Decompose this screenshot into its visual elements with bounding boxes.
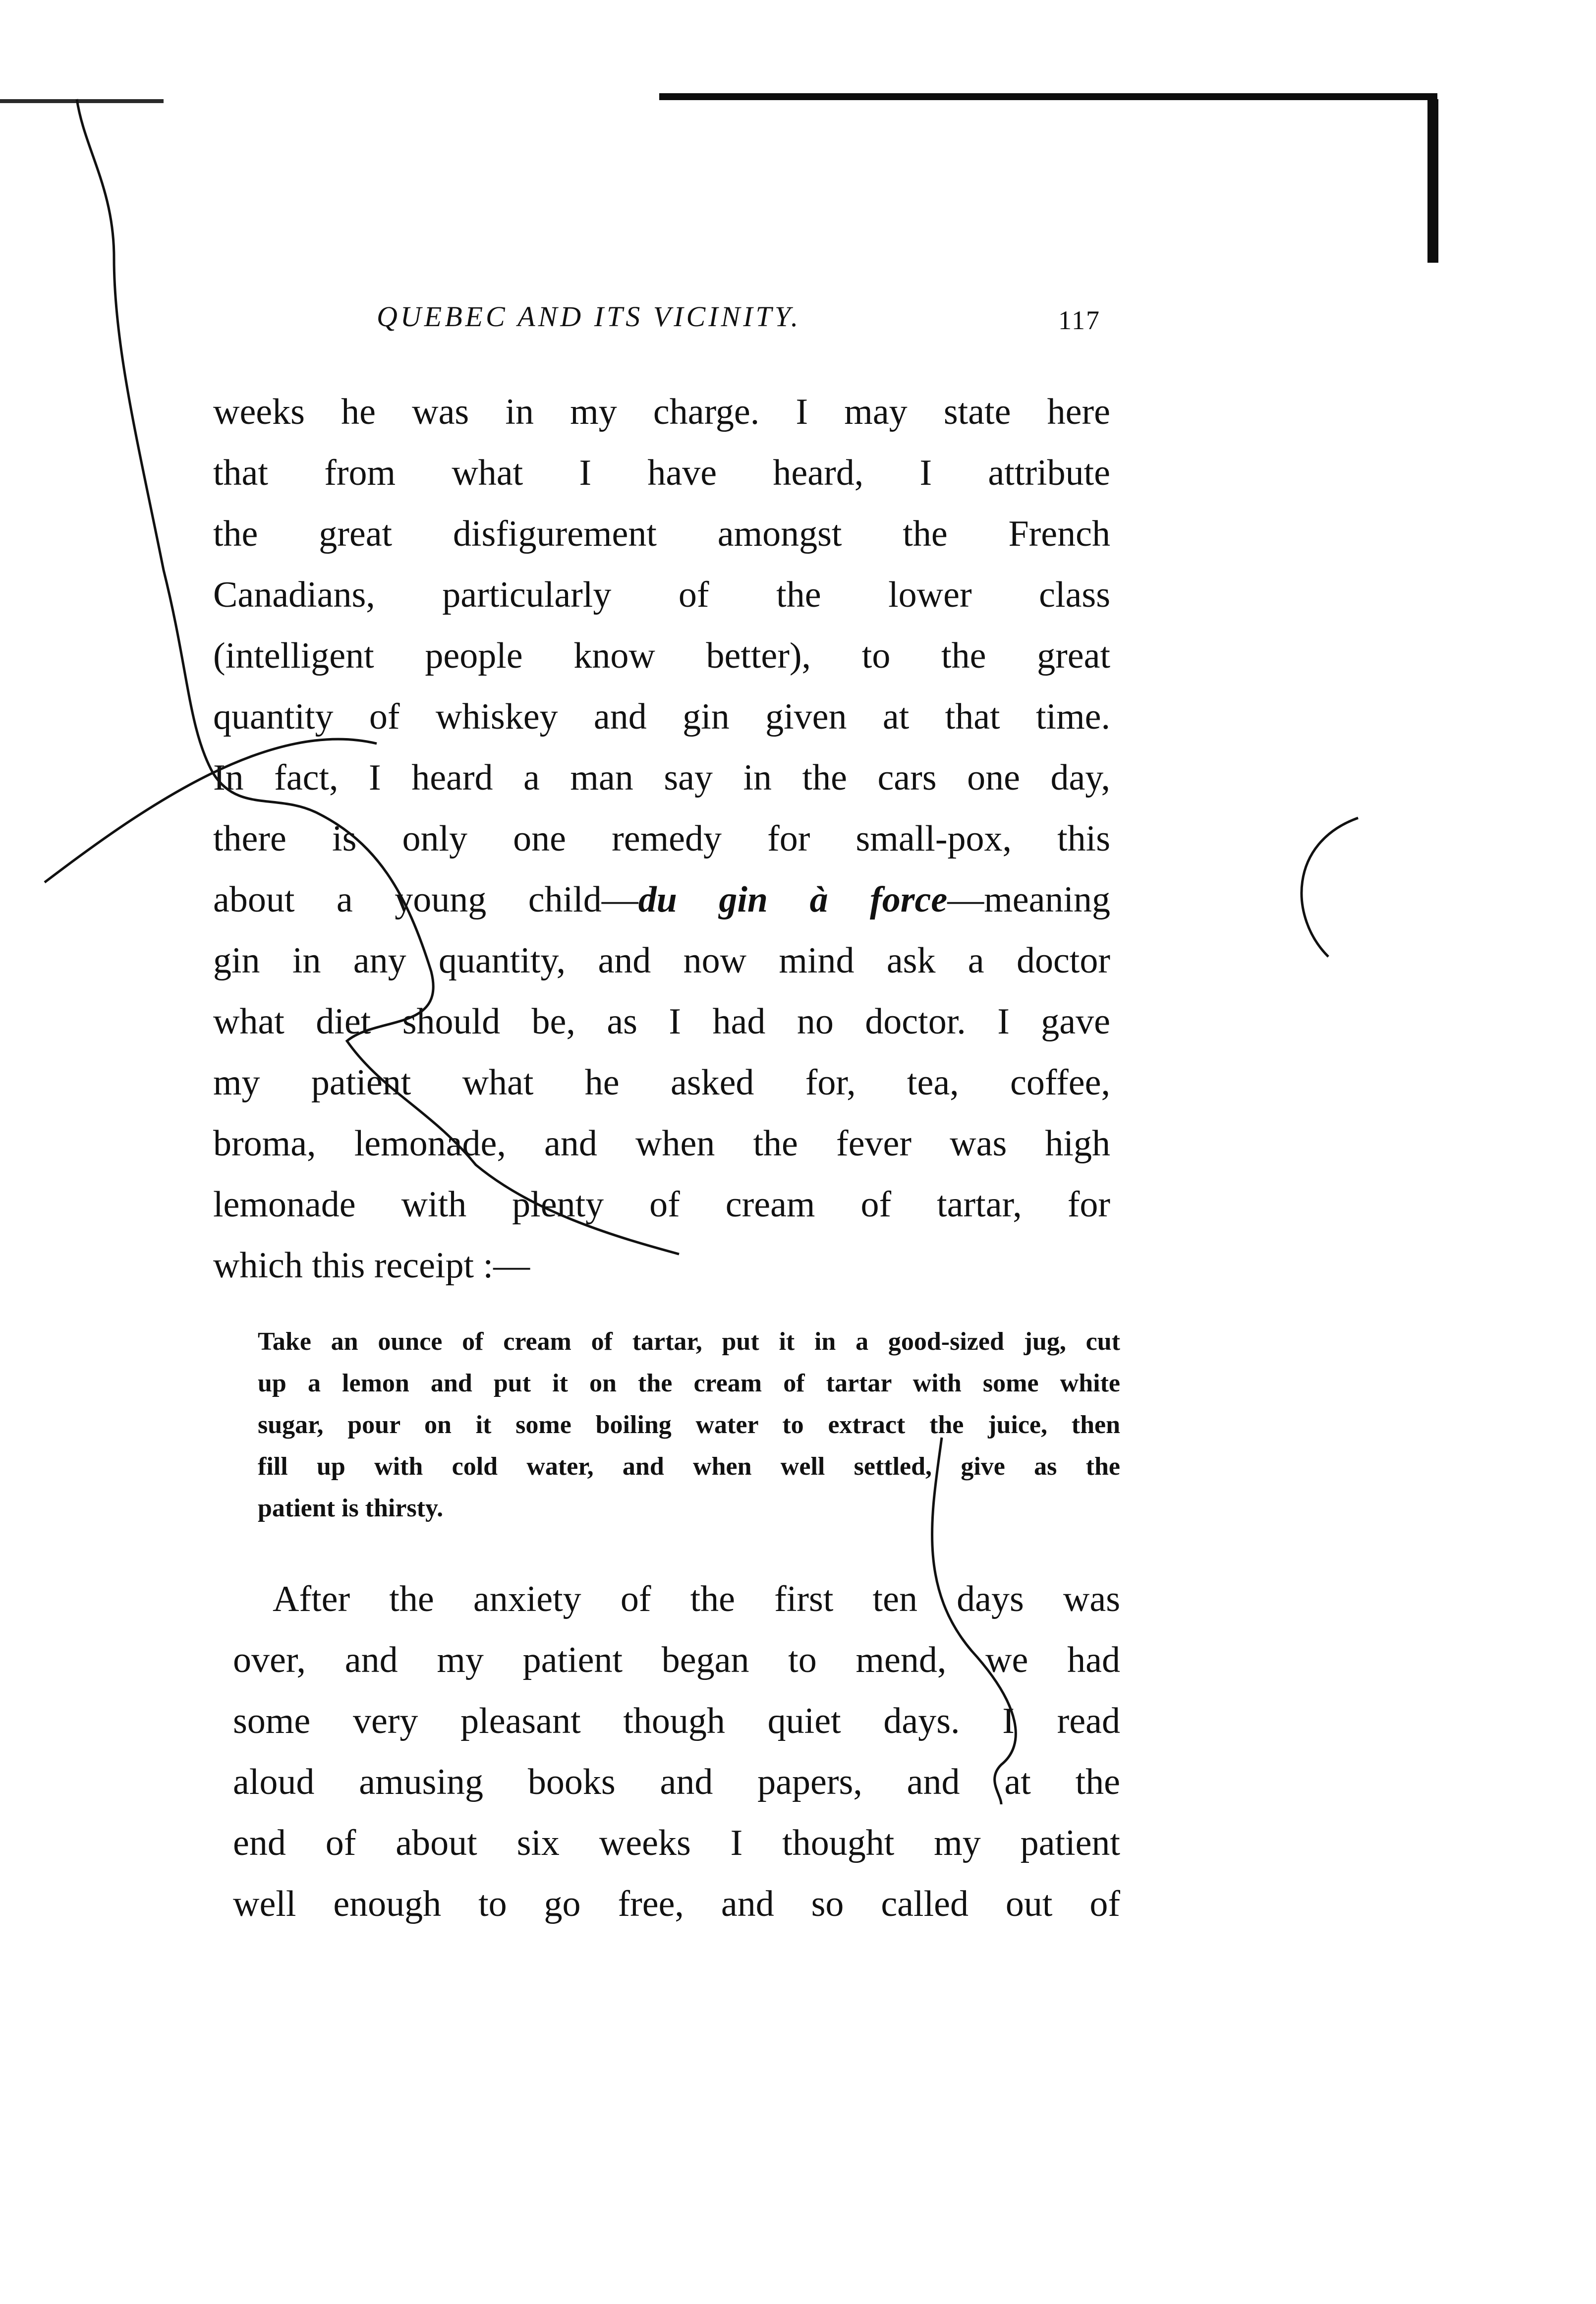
scan-top-rule [659,93,1437,100]
text-line: broma, lemonade, and when the fever was high [213,1123,1110,1164]
scan-edge-mark [0,99,164,103]
text-line-with-italic [213,869,1110,930]
page-header [377,300,1100,349]
text-line: In fact, I heard a man say in the cars one day, [213,757,1110,798]
text-line: quantity of whiskey and gin given at that time. [213,696,1110,737]
text-line: gin in any quantity, and now mind ask a doctor [213,940,1110,981]
running-title: QUEBEC AND ITS VICINITY. [377,300,801,333]
scan-right-rule [1427,99,1438,263]
text-line: over, and my patient began to mend, we had [233,1640,1120,1680]
text-line: Canadians, particularly of the lower class [213,575,1110,615]
text-line: that from what I have heard, I attribute [213,453,1110,493]
paragraph-2 [233,1569,1120,1935]
text-line: my patient what he asked for, tea, coffee, [213,1062,1110,1103]
margin-arc [1302,818,1358,957]
recipe-line: fill up with cold water, and when well settled, give as the [258,1452,1120,1481]
text-line: what diet should be, as I had no doctor. I gave [213,1001,1110,1042]
text-line: lemonade with plenty of cream of tartar, for [213,1184,1110,1225]
page-number: 117 [1058,305,1100,335]
recipe-line: patient is thirsty. [258,1494,444,1522]
text-line: there is only one remedy for small-pox, this [213,818,1110,859]
recipe-line: Take an ounce of cream of tartar, put it in a good-sized jug, cut [258,1327,1120,1356]
text-line: the great disfigurement amongst the French [213,514,1110,554]
text-fragment: —meaning [947,879,1110,920]
recipe-line: up a lemon and put it on the cream of tartar with some white [258,1369,1120,1397]
text-line: well enough to go free, and so called out of [233,1884,1120,1924]
text-line: weeks he was in my charge. I may state here [213,392,1110,432]
recipe-line: sugar, pour on it some boiling water to extract the juice, then [258,1411,1120,1439]
italic-phrase: du gin à force [638,879,948,920]
text-line: aloud amusing books and papers, and at the [233,1762,1120,1802]
text-line: which this receipt :— [213,1245,530,1286]
text-line: (intelligent people know better), to the great [213,635,1110,676]
recipe-block [258,1321,1120,1529]
paragraph-1 [213,382,1110,1296]
text-fragment: about a young child— [213,879,638,920]
text-line: end of about six weeks I thought my patient [233,1823,1120,1863]
text-line: some very pleasant though quiet days. I read [233,1701,1120,1741]
text-line: After the anxiety of the first ten days was [273,1579,1120,1619]
